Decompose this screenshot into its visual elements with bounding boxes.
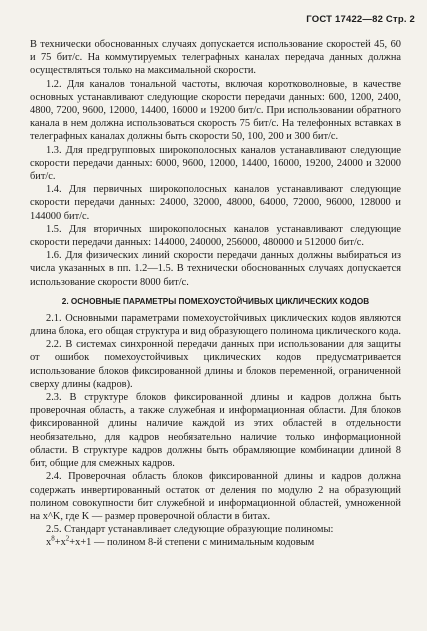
paragraph: 2.5. Стандарт устанавливает следующие образующие полиномы: — [46, 524, 334, 536]
paragraph: 2.3. В структуре блоков фиксированной длины и кадров должна быть проверочная область, а также служебная и информационная области. Для блоков фиксированной длины наличие каждой из этих областей в отдельности необязательно, для кадров необязательно наличие только информационной области. В структуре кадров должны быть обрамляющие комбинации длиной 8 бит, общие для смежных кадров. — [30, 392, 401, 470]
page-header: ГОСТ 17422—82 Стр. 2 — [306, 14, 415, 25]
formula-term: +x — [54, 537, 66, 549]
document-body — [30, 38, 401, 550]
formula-exponent: 2 — [65, 534, 70, 543]
paragraph: В технически обоснованных случаях допускается использование скоростей 45, 60 и 75 бит/с. На коммутируемых телеграфных каналах передача данных должна осуществляться только на максимальной скорости. — [30, 39, 401, 77]
paragraph: 1.6. Для физических линий скорости передачи данных должны выбираться из числа указанных в пп. 1.2—1.5. В технически обоснованных случаях допускается использование скорости 8000 бит/с. — [30, 250, 401, 288]
formula-text: +x+1 — полином 8-й степени с минимальным кодовым — [69, 537, 315, 549]
paragraph: 2.2. В системах синхронной передачи данных при использовании для защиты от ошибок помехоустойчивых циклических кодов предусматривается использование блоков фиксированной длины и блоков переменной, ограниченной сверху длины (кадров). — [30, 339, 401, 390]
paragraph: 1.4. Для первичных широкополосных каналов устанавливают следующие скорости передачи данных: 24000, 32000, 48000, 64000, 72000, 96000, 128000 и 144000 бит/с. — [30, 184, 401, 222]
paragraph: 1.2. Для каналов тональной частоты, включая коротковолновые, в качестве основных устанавливают следующие скорости передачи данных: 600, 1200, 2400, 4800, 7200, 9600, 12000, 14400, 16000 и 19200 бит/с. При использовании обратного канала в нем должна использоваться скорость 75 бит/с. На телефонных вставках в телеграфных каналах должны быть скорости 50, 100, 200 и 300 бит/с. — [30, 78, 401, 143]
polynomial-formula — [30, 536, 401, 549]
paragraph: 2.4. Проверочная область блоков фиксированной длины и кадров должна содержать инвертированный остаток от деления по модулю 2 на образующий полином совокупности бит служебной и информационной областей, умноженной на x^K, где K — размер проверочной области в битах. — [30, 471, 401, 522]
section-heading: 2. ОСНОВНЫЕ ПАРАМЕТРЫ ПОМЕХОУСТОЙЧИВЫХ ЦИКЛИЧЕСКИХ КОДОВ — [61, 296, 370, 306]
paragraph: 2.1. Основными параметрами помехоустойчивых циклических кодов являются длина блока, его общая структура и вид образующего полинома циклического кода. — [30, 312, 401, 338]
formula-exponent: 8 — [51, 534, 55, 543]
formula-term: x — [46, 537, 52, 549]
paragraph: 1.3. Для предгрупповых широкополосных каналов устанавливают следующие скорости передачи данных: 6000, 9600, 12000, 14400, 16000, 19200, 24000 и 32000 бит/с. — [30, 144, 401, 183]
paragraph: 1.5. Для вторичных широкополосных каналов устанавливают следующие скорости передачи данных: 144000, 240000, 256000, 480000 и 512000 бит/с. — [30, 223, 401, 249]
